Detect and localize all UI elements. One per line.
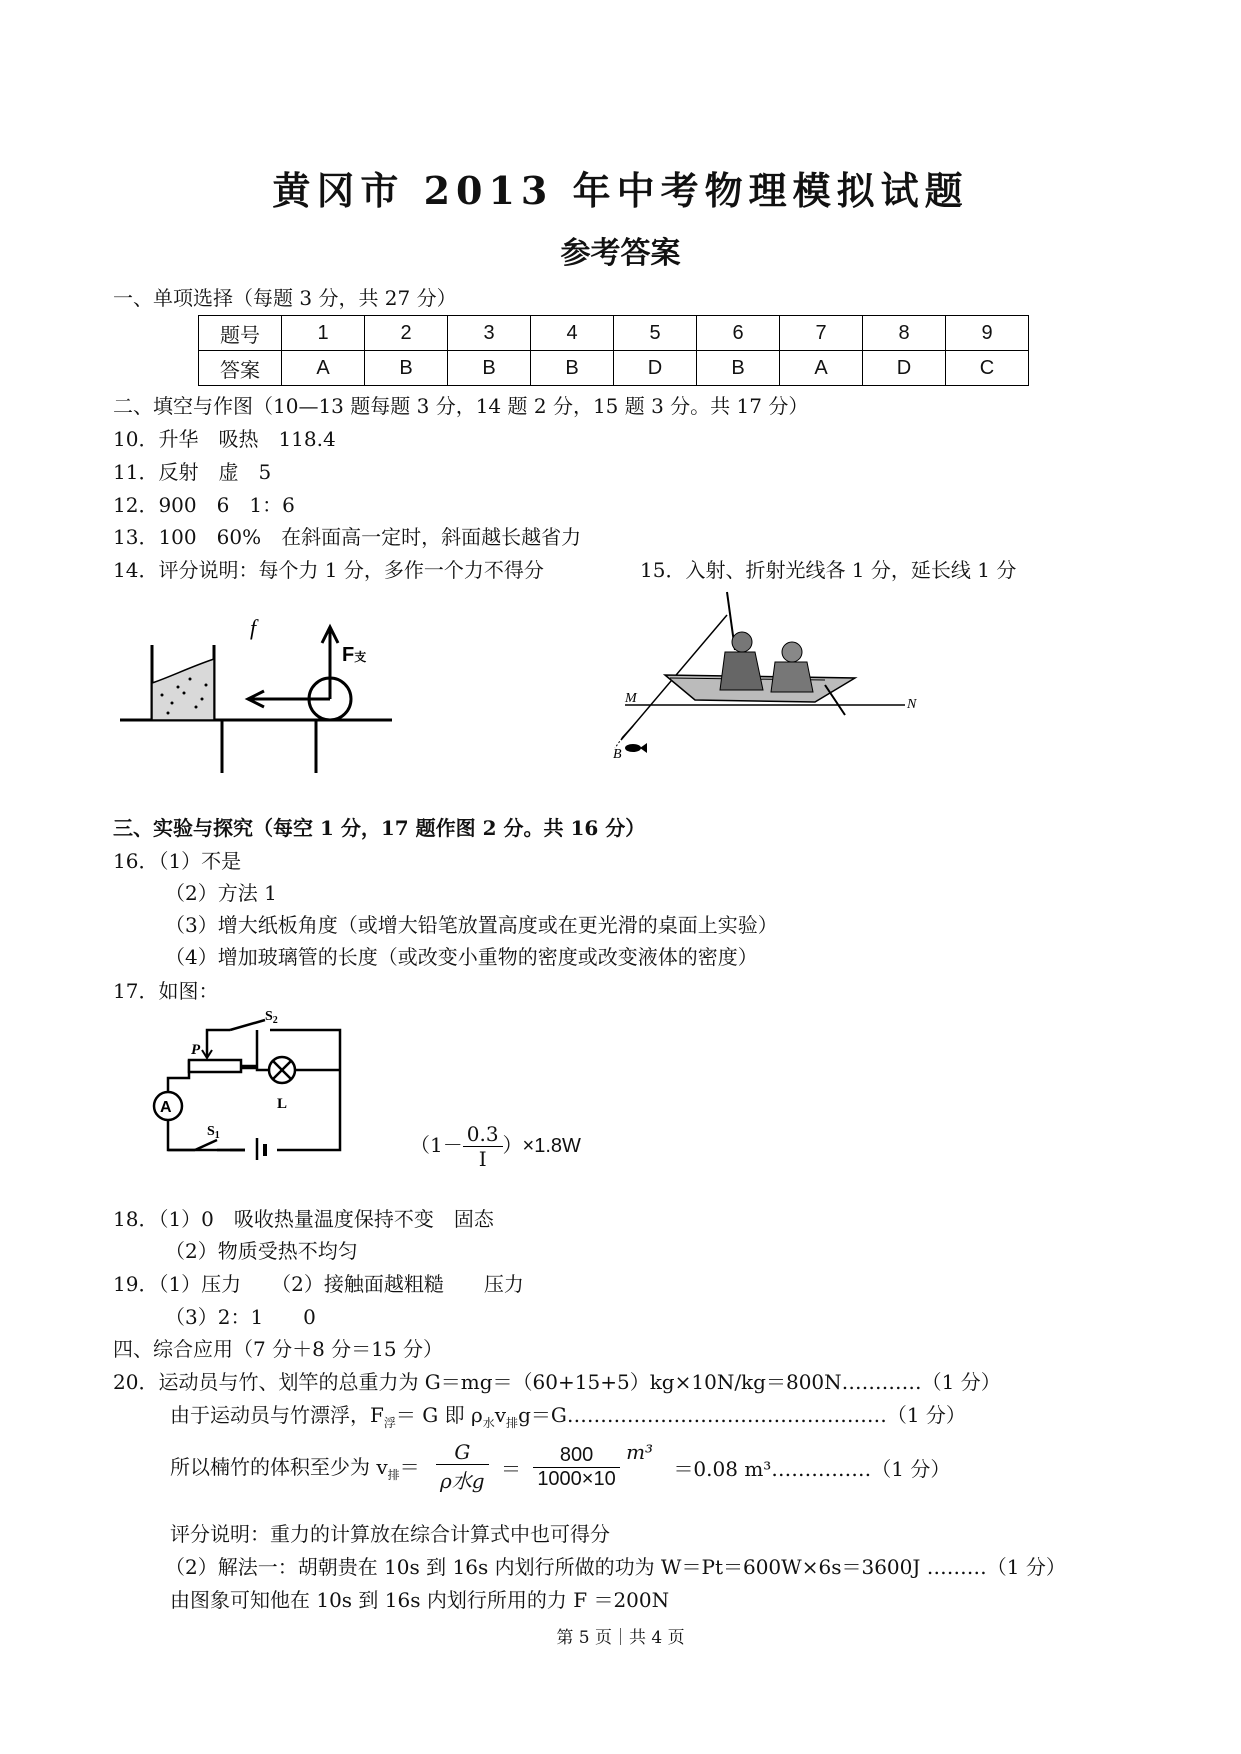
answer-line: 16．（1）不是 <box>113 849 242 873</box>
fraction: $\frac{800}{1000\times 10}$ <box>533 1444 619 1491</box>
answer-table <box>198 315 1029 386</box>
formula <box>410 1122 581 1171</box>
answer-line: （3）增大纸板角度（或增大铅笔放置高度或在更光滑的桌面上实验） <box>165 913 778 937</box>
answer-line: 由图象可知他在 10s 到 16s 内划行所用的力 F ＝200N <box>170 1588 670 1612</box>
answer-line: 评分说明：重力的计算放在综合计算式中也可得分 <box>170 1522 610 1546</box>
table-cell: 7 <box>780 316 863 351</box>
table-cell: B <box>365 351 448 386</box>
section3-heading: 三、实验与探究（每空 1 分，17 题作图 2 分。共 16 分） <box>113 816 646 840</box>
table-cell: C <box>946 351 1029 386</box>
point-b-label: B <box>613 747 622 762</box>
table-cell: 4 <box>531 316 614 351</box>
answer-line: 11．反射 虚 5 <box>113 460 272 484</box>
answer-line: 20．运动员与竹、划竿的总重力为 G＝mg＝（60+15+5）kg×10N/kg＝800N…………（1 分） <box>113 1370 1001 1394</box>
answer-line: 12．900 6 1：6 <box>113 493 295 517</box>
table-row-label: 题号 <box>199 316 282 351</box>
table-cell: 3 <box>448 316 531 351</box>
lamp-label: L <box>277 1096 288 1112</box>
table-row <box>199 316 1029 351</box>
table-cell: D <box>614 351 697 386</box>
table-cell: 8 <box>863 316 946 351</box>
answer-line: 14．评分说明：每个力 1 分，多作一个力不得分 <box>113 558 544 582</box>
table-cell: B <box>448 351 531 386</box>
point-n-label: N <box>907 697 917 712</box>
point-m-label: M <box>625 691 637 706</box>
table-cell: 9 <box>946 316 1029 351</box>
fraction-denominator: I <box>478 1147 487 1171</box>
slider-label: P <box>191 1042 201 1058</box>
force-diagram <box>110 595 400 775</box>
support-force-label: F支 <box>342 644 367 666</box>
table-cell: A <box>282 351 365 386</box>
table-cell: D <box>863 351 946 386</box>
answer-line: （2）解法一：胡朝贵在 10s 到 16s 内划行所做的功为 W＝Pt＝600W×6s＝3600J ………（1 分） <box>165 1555 1066 1579</box>
answer-line: 17．如图： <box>113 979 219 1003</box>
friction-label: f <box>250 615 257 640</box>
answer-line: 18．（1）0 吸收热量温度保持不变 固态 <box>113 1207 494 1231</box>
fraction-numerator: 0.3 <box>463 1122 503 1147</box>
answer-line: （4）增加玻璃管的长度（或改变小重物的密度或改变液体的密度） <box>165 945 758 969</box>
section2-heading: 二、填空与作图（10—13 题每题 3 分，14 题 2 分，15 题 3 分。共 17 分） <box>113 394 809 418</box>
answer-line: （2）方法 1 <box>165 881 277 905</box>
table-cell: 5 <box>614 316 697 351</box>
table-cell: 1 <box>282 316 365 351</box>
page-subtitle: 参考答案 <box>560 236 681 271</box>
section1-heading: 一、单项选择（每题 3 分，共 27 分） <box>113 286 457 310</box>
page-title: 黄冈市 2013 年中考物理模拟试题 <box>272 168 969 213</box>
volume-line: 所以楠竹的体积至少为 $v_排=$ $\frac{G}{\text{ρ水g}}$ ＝ $\frac{800}{1000\times 10}$ m³ ＝0.08 m³……………（1 分） <box>170 1440 951 1493</box>
ammeter-label: A <box>160 1099 172 1116</box>
answer-line: 13．100 60% 在斜面高一定时，斜面越长越省力 <box>113 525 582 549</box>
table-cell: 2 <box>365 316 448 351</box>
formula-suffix: ）×1.8W <box>502 1135 581 1157</box>
answer-line: （2）物质受热不均匀 <box>165 1239 358 1263</box>
switch-s2-label: $S_2$ <box>265 1010 278 1026</box>
page-footer: 第 5 页｜共 4 页 <box>556 1628 685 1648</box>
answer-line: （3）2：1 0 <box>165 1305 316 1329</box>
switch-s1-label: $S_1$ <box>207 1124 220 1141</box>
table-row-label: 答案 <box>199 351 282 386</box>
table-cell: B <box>531 351 614 386</box>
formula-prefix: （1－ <box>410 1133 463 1157</box>
fraction <box>463 1122 503 1171</box>
table-cell: A <box>780 351 863 386</box>
table-cell: 6 <box>697 316 780 351</box>
table-row <box>199 351 1029 386</box>
circuit-diagram <box>145 1010 355 1160</box>
answer-line: 15．入射、折射光线各 1 分，延长线 1 分 <box>640 558 1017 582</box>
refraction-diagram <box>585 590 935 770</box>
answer-line: 10．升华 吸热 118.4 <box>113 427 336 451</box>
answer-line: 19．（1）压力 （2）接触面越粗糙 压力 <box>113 1272 524 1296</box>
table-cell: B <box>697 351 780 386</box>
fraction: $\frac{G}{\text{ρ水g}}$ <box>436 1440 489 1494</box>
answer-line: 由于运动员与竹漂浮，$F_浮= G$ 即 $\rho_水v_排g=G\dots\dots\dots\dots\dots\dots\dots\dots\dots\dots\dots\dots\dots\dots\dots\dots(1$ 分） <box>170 1403 966 1430</box>
section4-heading: 四、综合应用（7 分＋8 分＝15 分） <box>113 1337 443 1361</box>
